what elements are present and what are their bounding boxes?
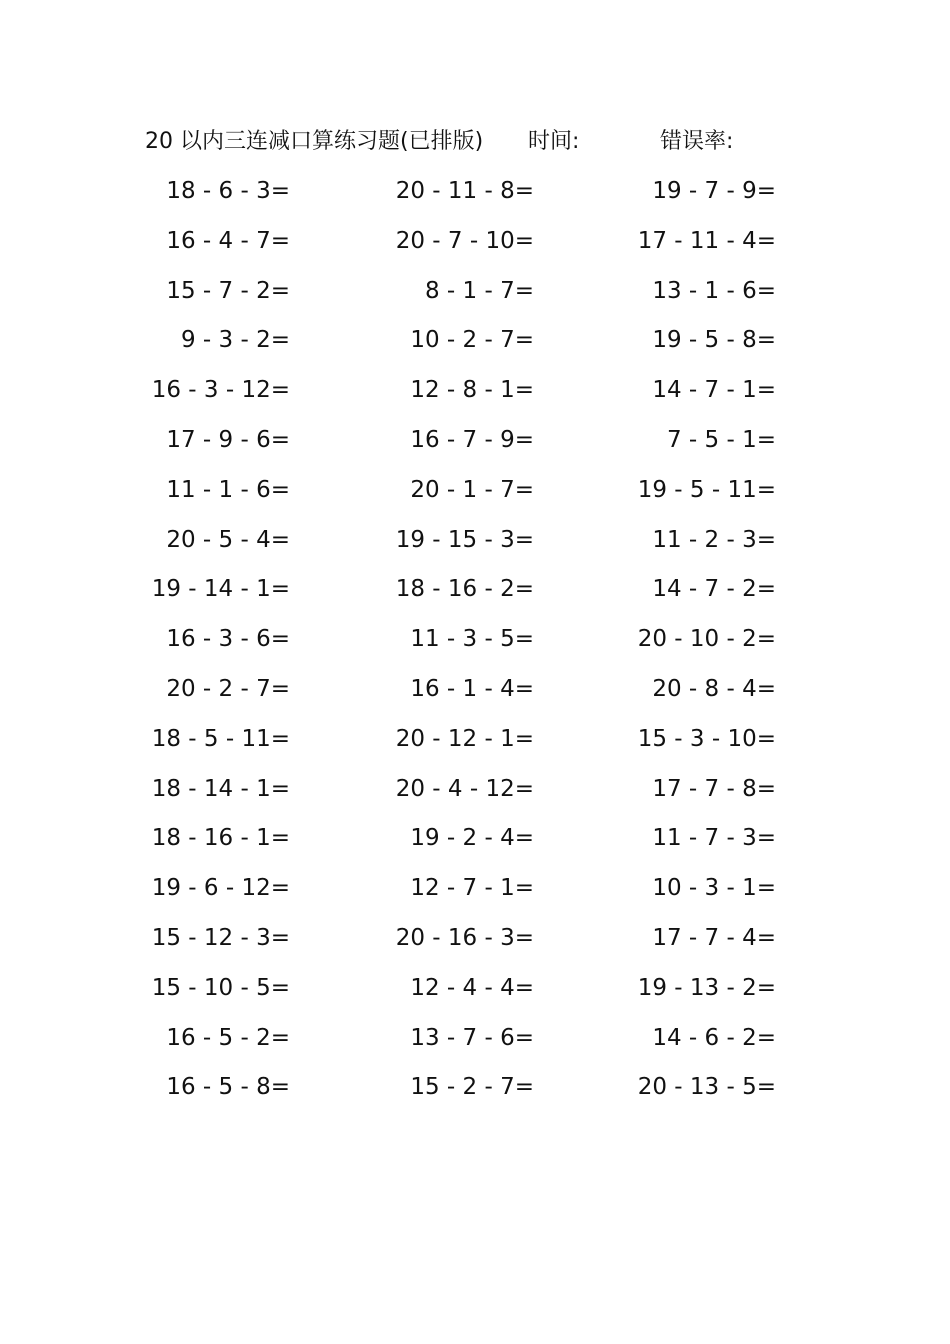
error-rate-label: 错误率: xyxy=(660,129,734,154)
problem-item: 16 - 5 - 8= xyxy=(166,1074,290,1101)
problem-item: 19 - 5 - 8= xyxy=(652,327,776,354)
problem-item: 17 - 7 - 4= xyxy=(652,924,776,951)
problem-item: 15 - 3 - 10= xyxy=(637,725,776,752)
problem-item: 20 - 4 - 12= xyxy=(395,775,534,802)
problem-item: 17 - 11 - 4= xyxy=(637,227,776,254)
time-label: 时间: xyxy=(528,129,580,154)
problem-item: 8 - 1 - 7= xyxy=(424,277,534,304)
worksheet-title: 20 以内三连减口算练习题(已排版) xyxy=(145,129,484,154)
problem-item: 15 - 7 - 2= xyxy=(166,277,290,304)
problem-row xyxy=(0,819,950,869)
problem-item: 18 - 16 - 1= xyxy=(151,825,290,852)
problem-row xyxy=(0,172,950,222)
problem-grid xyxy=(0,172,950,1118)
problem-item: 12 - 7 - 1= xyxy=(410,875,534,902)
problem-item: 20 - 5 - 4= xyxy=(166,526,290,553)
problem-item: 7 - 5 - 1= xyxy=(666,426,776,453)
problem-item: 20 - 2 - 7= xyxy=(166,675,290,702)
problem-item: 19 - 2 - 4= xyxy=(410,825,534,852)
problem-item: 10 - 3 - 1= xyxy=(652,875,776,902)
problem-item: 11 - 3 - 5= xyxy=(410,626,534,653)
problem-row xyxy=(0,869,950,919)
problem-item: 18 - 5 - 11= xyxy=(151,725,290,752)
problem-item: 20 - 13 - 5= xyxy=(637,1074,776,1101)
problem-row xyxy=(0,521,950,571)
problem-item: 19 - 15 - 3= xyxy=(395,526,534,553)
problem-row xyxy=(0,670,950,720)
problem-item: 19 - 7 - 9= xyxy=(652,178,776,204)
problem-item: 12 - 4 - 4= xyxy=(410,974,534,1001)
problem-item: 19 - 6 - 12= xyxy=(151,875,290,902)
problem-item: 20 - 16 - 3= xyxy=(395,924,534,951)
problem-item: 20 - 12 - 1= xyxy=(395,725,534,752)
problem-item: 18 - 6 - 3= xyxy=(166,178,290,204)
problem-row xyxy=(0,471,950,521)
problem-item: 19 - 14 - 1= xyxy=(151,576,290,603)
problem-row xyxy=(0,720,950,770)
problem-row xyxy=(0,321,950,371)
problem-item: 12 - 8 - 1= xyxy=(410,377,534,404)
problem-row xyxy=(0,919,950,969)
problem-item: 16 - 1 - 4= xyxy=(410,675,534,702)
problem-item: 18 - 16 - 2= xyxy=(395,576,534,603)
problem-item: 20 - 7 - 10= xyxy=(395,227,534,254)
problem-row xyxy=(0,770,950,820)
problem-item: 11 - 7 - 3= xyxy=(652,825,776,852)
problem-item: 16 - 7 - 9= xyxy=(410,426,534,453)
problem-item: 20 - 8 - 4= xyxy=(652,675,776,702)
problem-row xyxy=(0,371,950,421)
problem-item: 20 - 10 - 2= xyxy=(637,626,776,653)
problem-item: 19 - 5 - 11= xyxy=(637,476,776,503)
problem-item: 16 - 4 - 7= xyxy=(166,227,290,254)
problem-item: 16 - 3 - 12= xyxy=(151,377,290,404)
problem-item: 20 - 1 - 7= xyxy=(410,476,534,503)
problem-row xyxy=(0,272,950,322)
problem-item: 16 - 5 - 2= xyxy=(166,1024,290,1051)
problem-item: 13 - 7 - 6= xyxy=(410,1024,534,1051)
problem-row xyxy=(0,570,950,620)
problem-item: 20 - 11 - 8= xyxy=(395,178,534,204)
problem-item: 13 - 1 - 6= xyxy=(652,277,776,304)
problem-row xyxy=(0,969,950,1019)
problem-item: 14 - 6 - 2= xyxy=(652,1024,776,1051)
problem-item: 14 - 7 - 2= xyxy=(652,576,776,603)
problem-item: 17 - 9 - 6= xyxy=(166,426,290,453)
problem-item: 15 - 2 - 7= xyxy=(410,1074,534,1101)
problem-item: 14 - 7 - 1= xyxy=(652,377,776,404)
problem-item: 10 - 2 - 7= xyxy=(410,327,534,354)
problem-row xyxy=(0,1068,950,1118)
problem-row xyxy=(0,620,950,670)
problem-item: 11 - 2 - 3= xyxy=(652,526,776,553)
problem-item: 18 - 14 - 1= xyxy=(151,775,290,802)
problem-row xyxy=(0,1019,950,1069)
problem-item: 19 - 13 - 2= xyxy=(637,974,776,1001)
problem-row xyxy=(0,421,950,471)
problem-item: 15 - 10 - 5= xyxy=(151,974,290,1001)
problem-item: 16 - 3 - 6= xyxy=(166,626,290,653)
problem-item: 17 - 7 - 8= xyxy=(652,775,776,802)
problem-item: 15 - 12 - 3= xyxy=(151,924,290,951)
problem-item: 11 - 1 - 6= xyxy=(166,476,290,503)
problem-row xyxy=(0,222,950,272)
problem-item: 9 - 3 - 2= xyxy=(180,327,290,354)
worksheet-header xyxy=(0,124,950,160)
